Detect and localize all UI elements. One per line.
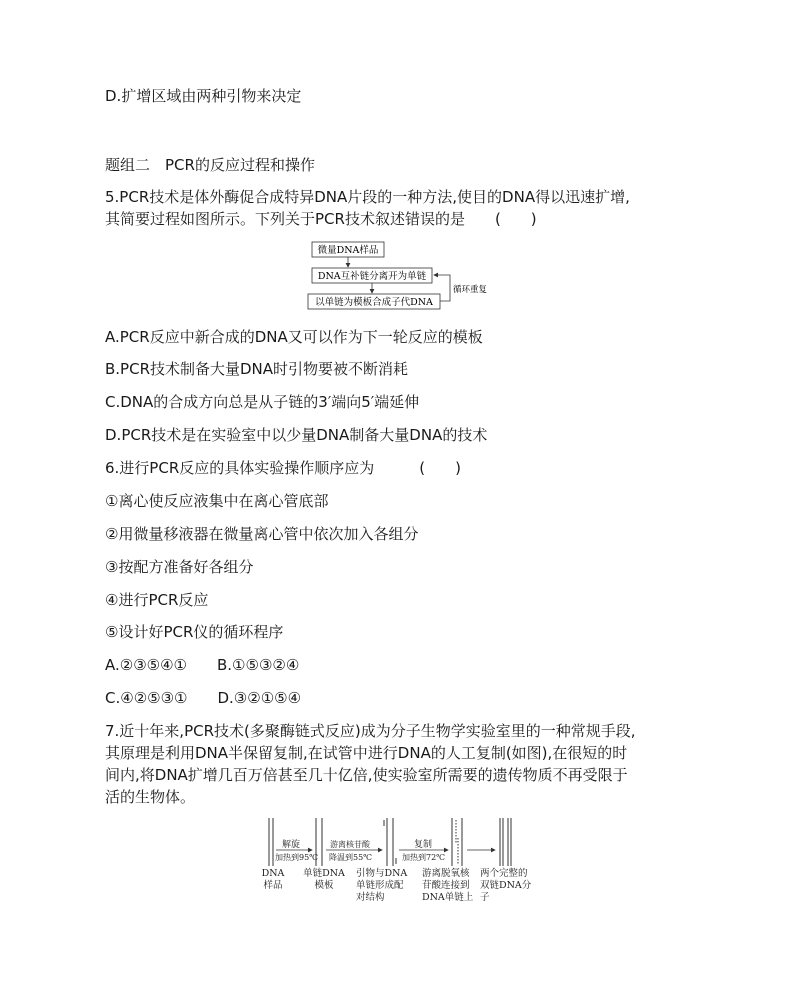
flow-box-sample-text: 微量DNA样品 xyxy=(317,245,379,256)
q5-option-c: C.DNA的合成方向总是从子链的3′端向5′端延伸 xyxy=(105,393,420,411)
diagram-label-two-dna: 两个完整的 双链DNA分 子 xyxy=(480,868,532,903)
q6-options-row2: C.④②⑤③① D.③②①⑤④ xyxy=(105,689,302,707)
q7-line-3: 间内,将DNA扩增几百万倍甚至几十亿倍,使实验室所需要的遗传物质不再受限于 xyxy=(105,766,628,784)
q6-step-1: ①离心使反应液集中在离心管底部 xyxy=(105,492,329,510)
flow-loop-label: 循环重复 xyxy=(453,285,488,295)
q7-pcr-diagram xyxy=(262,814,522,869)
q5-stem-line1: 5.PCR技术是体外酶促合成特异DNA片段的一种方法,使目的DNA得以迅速扩增, xyxy=(105,188,630,206)
arrow1-top: 解旋 xyxy=(282,840,301,850)
arrow1-bottom: 加热到95℃ xyxy=(275,853,319,862)
q7-line-2: 其原理是利用DNA半保留复制,在试管中进行DNA的人工复制(如图),在很短的时 xyxy=(105,744,628,762)
diagram-label-nucleotides: 游离脱氧核 苷酸连接到 DNA单链上 xyxy=(422,868,474,903)
dna-sample-strands xyxy=(269,818,273,866)
primer-annealed-strands xyxy=(384,818,396,866)
arrow3-top: 复制 xyxy=(414,840,433,850)
flow-box-synthesize-text: 以单链为模板合成子代DNA xyxy=(315,297,433,308)
q7-line-1: 7.近十年来,PCR技术(多聚酶链式反应)成为分子生物学实验室里的一种常规手段, xyxy=(105,722,636,740)
q5-stem-line2: 其简要过程如图所示。下列关于PCR技术叙述错误的是 ( ) xyxy=(105,210,537,228)
q5-flow-diagram xyxy=(300,238,500,316)
flow-box-denature-text: DNA互补链分离开为单链 xyxy=(317,271,427,282)
diagram-label-single-strand: 单链DNA 模板 xyxy=(303,868,345,891)
q6-options-row1: A.②③⑤④① B.①⑤③②④ xyxy=(105,656,300,674)
q6-stem: 6.进行PCR反应的具体实验操作顺序应为 ( ) xyxy=(105,459,461,477)
extension-strands xyxy=(452,818,462,866)
q5-option-b: B.PCR技术制备大量DNA时引物要被不断消耗 xyxy=(105,360,409,378)
q7-line-4: 活的生物体。 xyxy=(105,788,196,806)
arrow3-bottom: 加热到72℃ xyxy=(402,853,446,862)
q5-option-d: D.PCR技术是在实验室中以少量DNA制备大量DNA的技术 xyxy=(105,426,488,444)
arrow2-top: 游离核苷酸 xyxy=(330,840,370,849)
q6-step-4: ④进行PCR反应 xyxy=(105,591,209,609)
diagram-label-primer: 引物与DNA 单链形成配 对结构 xyxy=(356,868,408,903)
q5-option-a: A.PCR反应中新合成的DNA又可以作为下一轮反应的模板 xyxy=(105,328,483,346)
arrow2-bottom: 降温到55℃ xyxy=(329,853,373,862)
q4-option-d: D.扩增区域由两种引物来决定 xyxy=(105,87,302,105)
q6-step-3: ③按配方准备好各组分 xyxy=(105,558,254,576)
diagram-label-dna-sample: DNA 样品 xyxy=(261,868,285,891)
q6-step-5: ⑤设计好PCR仪的循环程序 xyxy=(105,623,284,641)
section-title: 题组二 PCR的反应过程和操作 xyxy=(105,156,315,174)
q6-step-2: ②用微量移液器在微量离心管中依次加入各组分 xyxy=(105,525,419,543)
two-complete-dna xyxy=(500,818,511,866)
